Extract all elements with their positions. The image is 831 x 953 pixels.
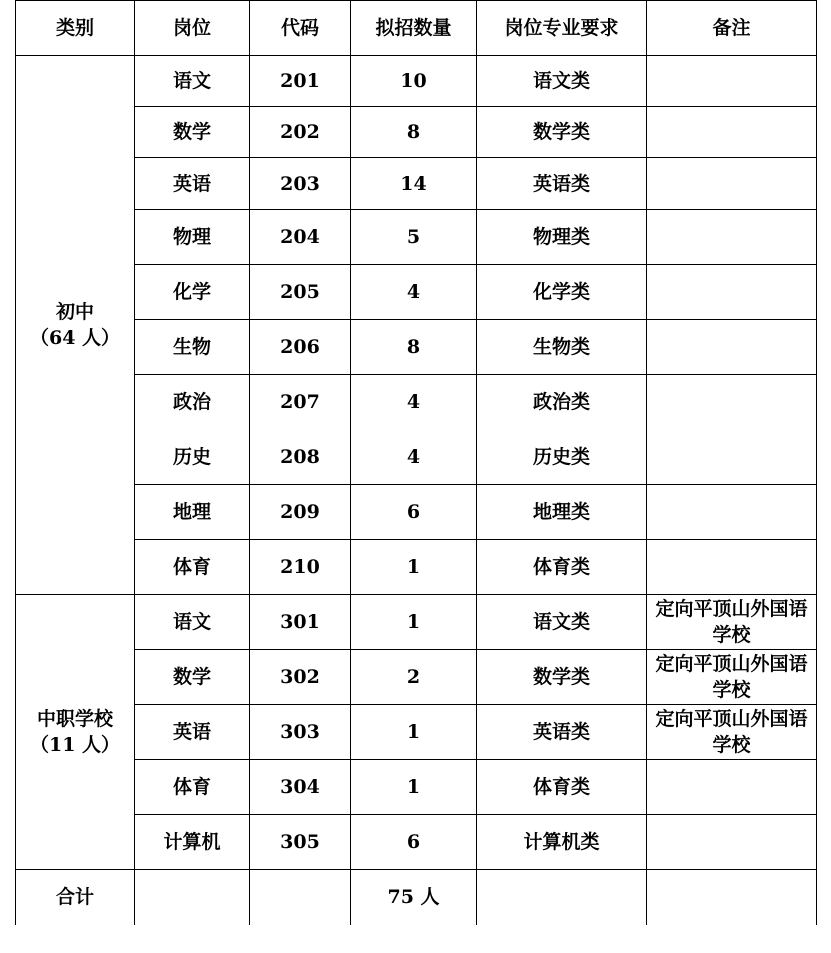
header-major-requirement: 岗位专业要求 — [477, 1, 647, 56]
remarks-cell — [647, 375, 817, 430]
major-cell: 英语类 — [477, 705, 647, 760]
header-remarks: 备注 — [647, 1, 817, 56]
post-cell: 体育 — [135, 540, 250, 595]
remarks-cell — [647, 540, 817, 595]
quantity-cell: 6 — [351, 485, 477, 540]
table-row — [16, 210, 817, 265]
code-cell: 302 — [250, 650, 351, 705]
category-count: （64 人） — [29, 327, 121, 349]
code-cell: 205 — [250, 265, 351, 320]
total-post-empty — [135, 870, 250, 925]
major-cell: 语文类 — [477, 56, 647, 107]
major-cell: 历史类 — [477, 430, 647, 485]
code-cell: 209 — [250, 485, 351, 540]
remarks-cell — [647, 56, 817, 107]
code-cell: 208 — [250, 430, 351, 485]
quantity-cell: 1 — [351, 705, 477, 760]
quantity-cell: 2 — [351, 650, 477, 705]
post-cell: 历史 — [135, 430, 250, 485]
table-row — [16, 158, 817, 210]
total-code-empty — [250, 870, 351, 925]
code-cell: 305 — [250, 815, 351, 870]
remarks-cell — [647, 107, 817, 158]
remarks-cell: 定向平顶山外国语学校 — [647, 595, 817, 650]
table-row — [16, 705, 817, 760]
quantity-cell: 4 — [351, 430, 477, 485]
post-cell: 数学 — [135, 650, 250, 705]
table-row — [16, 375, 817, 430]
total-row — [16, 870, 817, 925]
post-cell: 化学 — [135, 265, 250, 320]
major-cell: 生物类 — [477, 320, 647, 375]
quantity-cell: 10 — [351, 56, 477, 107]
total-remarks-empty — [647, 870, 817, 925]
major-cell: 体育类 — [477, 540, 647, 595]
remarks-cell — [647, 210, 817, 265]
code-cell: 202 — [250, 107, 351, 158]
post-cell: 语文 — [135, 595, 250, 650]
post-cell: 英语 — [135, 158, 250, 210]
remarks-cell — [647, 320, 817, 375]
table-row — [16, 595, 817, 650]
table-row — [16, 540, 817, 595]
recruitment-table — [15, 0, 817, 925]
remarks-cell — [647, 158, 817, 210]
code-cell: 201 — [250, 56, 351, 107]
total-quantity: 75 人 — [351, 870, 477, 925]
total-major-empty — [477, 870, 647, 925]
total-label: 合计 — [16, 870, 135, 925]
category-count: （11 人） — [29, 734, 121, 756]
header-row — [16, 1, 817, 56]
major-cell: 计算机类 — [477, 815, 647, 870]
code-cell: 301 — [250, 595, 351, 650]
remarks-cell: 定向平顶山外国语学校 — [647, 705, 817, 760]
remarks-cell — [647, 760, 817, 815]
post-cell: 计算机 — [135, 815, 250, 870]
table-row — [16, 760, 817, 815]
post-cell: 体育 — [135, 760, 250, 815]
code-cell: 203 — [250, 158, 351, 210]
post-cell: 英语 — [135, 705, 250, 760]
header-category: 类别 — [16, 1, 135, 56]
major-cell: 物理类 — [477, 210, 647, 265]
header-code: 代码 — [250, 1, 351, 56]
major-cell: 地理类 — [477, 485, 647, 540]
category-cell-vocational — [16, 595, 135, 870]
quantity-cell: 5 — [351, 210, 477, 265]
table-row — [16, 485, 817, 540]
table-row — [16, 650, 817, 705]
code-cell: 204 — [250, 210, 351, 265]
table-row — [16, 265, 817, 320]
quantity-cell: 1 — [351, 760, 477, 815]
category-cell-junior — [16, 56, 135, 595]
quantity-cell: 4 — [351, 265, 477, 320]
quantity-cell: 8 — [351, 320, 477, 375]
header-quantity: 拟招数量 — [351, 1, 477, 56]
quantity-cell: 6 — [351, 815, 477, 870]
major-cell: 体育类 — [477, 760, 647, 815]
header-post: 岗位 — [135, 1, 250, 56]
post-cell: 语文 — [135, 56, 250, 107]
remarks-cell — [647, 485, 817, 540]
remarks-cell: 定向平顶山外国语学校 — [647, 650, 817, 705]
remarks-cell — [647, 265, 817, 320]
code-cell: 304 — [250, 760, 351, 815]
code-cell: 303 — [250, 705, 351, 760]
code-cell: 207 — [250, 375, 351, 430]
category-name: 初中 — [55, 301, 94, 323]
major-cell: 化学类 — [477, 265, 647, 320]
major-cell: 政治类 — [477, 375, 647, 430]
table-row — [16, 430, 817, 485]
category-name: 中职学校 — [36, 708, 113, 730]
quantity-cell: 1 — [351, 540, 477, 595]
post-cell: 政治 — [135, 375, 250, 430]
table-row — [16, 56, 817, 107]
post-cell: 生物 — [135, 320, 250, 375]
remarks-cell — [647, 815, 817, 870]
code-cell: 210 — [250, 540, 351, 595]
table-row — [16, 815, 817, 870]
table-row — [16, 320, 817, 375]
quantity-cell: 4 — [351, 375, 477, 430]
major-cell: 数学类 — [477, 107, 647, 158]
remarks-cell — [647, 430, 817, 485]
quantity-cell: 1 — [351, 595, 477, 650]
post-cell: 地理 — [135, 485, 250, 540]
post-cell: 物理 — [135, 210, 250, 265]
post-cell: 数学 — [135, 107, 250, 158]
table-row — [16, 107, 817, 158]
major-cell: 语文类 — [477, 595, 647, 650]
quantity-cell: 14 — [351, 158, 477, 210]
quantity-cell: 8 — [351, 107, 477, 158]
code-cell: 206 — [250, 320, 351, 375]
major-cell: 数学类 — [477, 650, 647, 705]
major-cell: 英语类 — [477, 158, 647, 210]
